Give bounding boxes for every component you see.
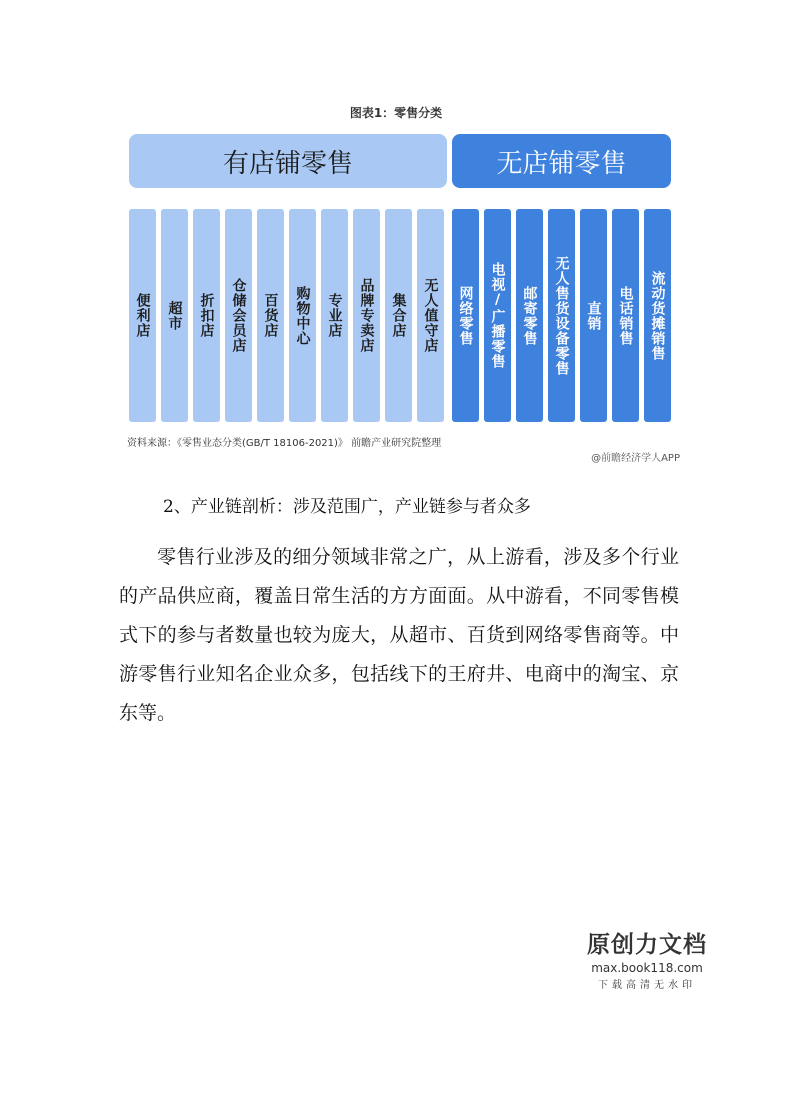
store-category: 集合店 (385, 209, 412, 422)
nonstore-category: 电话销售 (612, 209, 639, 422)
nonstore-category: 邮寄零售 (516, 209, 543, 422)
figure-source: 资料来源：《零售业态分类(GB/T 18106-2021)》 前瞻产业研究院整理 (127, 438, 442, 449)
watermark-title: 原创力文档 (587, 932, 707, 958)
figure-credit: @前瞻经济学人APP (591, 453, 680, 464)
figure-caption: 图表1：零售分类 (349, 106, 443, 120)
nonstore-retail-header: 无店铺零售 (452, 134, 671, 188)
store-category: 百货店 (257, 209, 284, 422)
nonstore-category: 流动货摊销售 (644, 209, 671, 422)
watermark-tagline: 下载高清无水印 (598, 980, 696, 991)
body-paragraph: 零售行业涉及的细分领域非常之广，从上游看，涉及多个行业的产品供应商，覆盖日常生活的方方面面。从中游看，不同零售模式下的参与者数量也较为庞大，从超市、百货到网络零售商等。中游零售行业知名企业众多，包括线下的王府井、电商中的淘宝、京东等。 (119, 546, 679, 724)
section-heading: 2、产业链剖析：涉及范围广，产业链参与者众多 (163, 497, 531, 517)
store-category: 仓储会员店 (225, 209, 252, 422)
store-category: 专业店 (321, 209, 348, 422)
watermark-url: max.book118.com (591, 961, 703, 975)
nonstore-category: 无人售货设备零售 (548, 209, 575, 422)
store-category: 超市 (161, 209, 188, 422)
store-category: 折扣店 (193, 209, 220, 422)
store-category: 无人值守店 (417, 209, 444, 422)
nonstore-category: 电视/广播零售 (484, 209, 511, 422)
store-retail-header: 有店铺零售 (129, 134, 447, 188)
store-category: 购物中心 (289, 209, 316, 422)
nonstore-category: 直销 (580, 209, 607, 422)
store-category: 品牌专卖店 (353, 209, 380, 422)
watermark (582, 926, 712, 991)
store-category: 便利店 (129, 209, 156, 422)
nonstore-category: 网络零售 (452, 209, 479, 422)
